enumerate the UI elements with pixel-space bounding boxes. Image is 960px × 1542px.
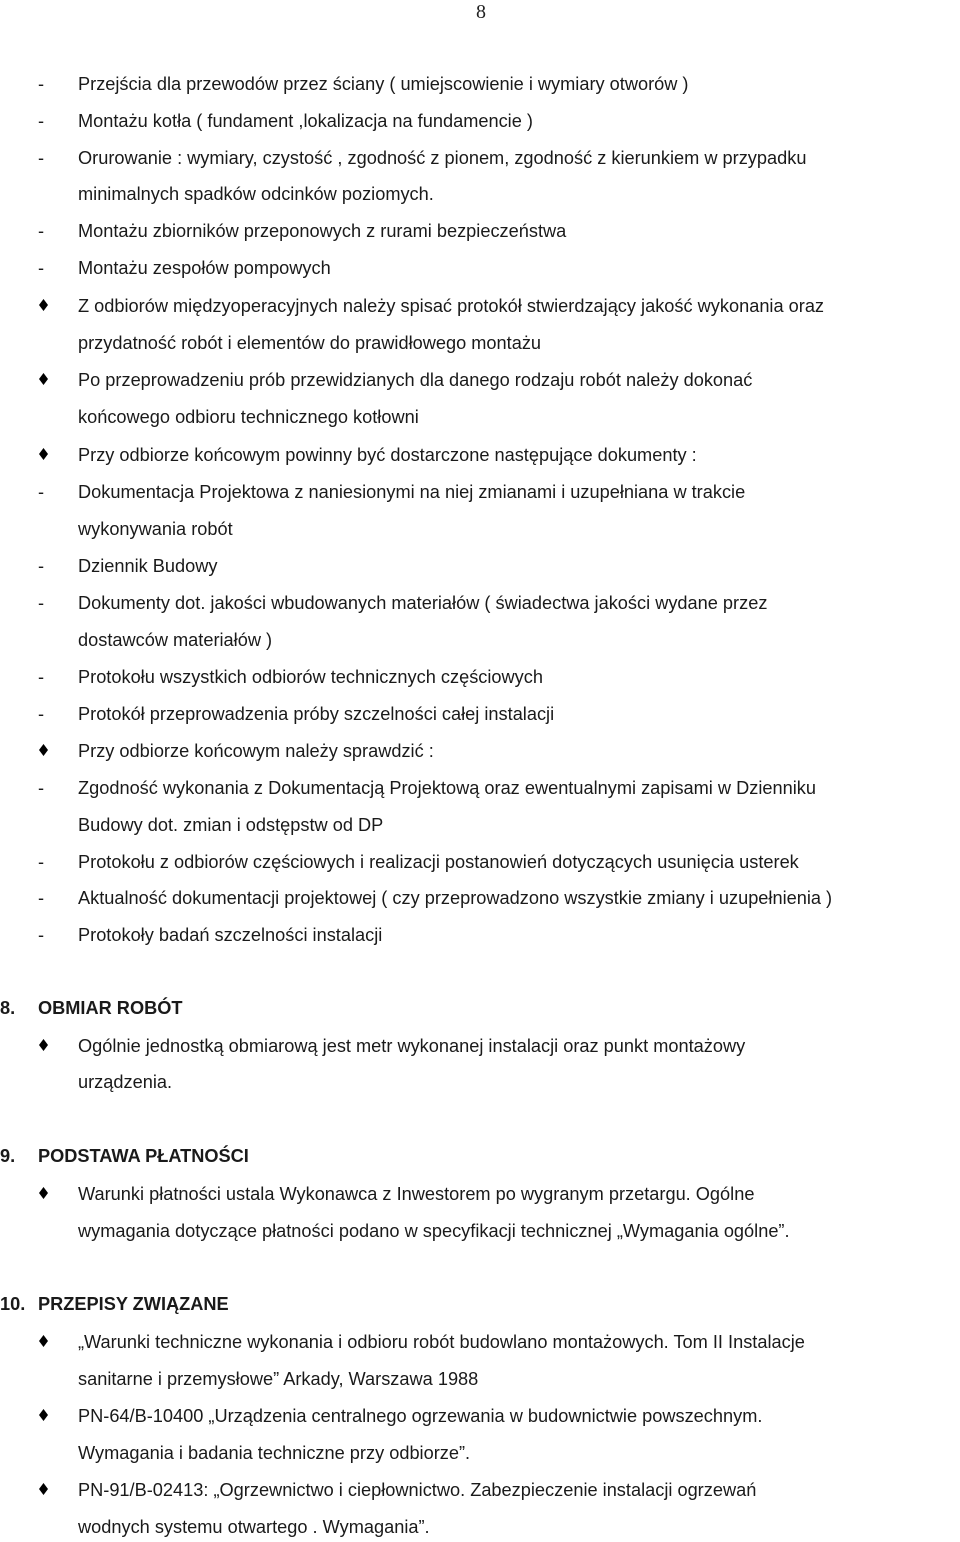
dash-marker: - (38, 74, 45, 94)
bullet-item-text: Przy odbiorze końcowym należy sprawdzić : (78, 741, 434, 761)
list-item-text: Montażu zbiorników przeponowych z rurami bezpieczeństwa (78, 221, 567, 241)
diamond-bullet-icon (39, 1039, 48, 1051)
bullet-item-continuation: Wymagania i badania techniczne przy odbiorze”. (78, 1443, 471, 1463)
list-item-text: Dokumenty dot. jakości wbudowanych materiałów ( świadectwa jakości wydane przez (78, 593, 768, 613)
section-number: 9. (0, 1146, 16, 1166)
dash-marker: - (38, 778, 45, 798)
bullet-item-text: Warunki płatności ustala Wykonawca z Inwestorem po wygranym przetargu. Ogólne (78, 1184, 755, 1204)
diamond-bullet-icon (39, 1483, 48, 1495)
bullet-item-continuation: urządzenia. (78, 1072, 173, 1092)
dash-marker: - (38, 258, 45, 278)
list-item-continuation: Budowy dot. zmian i odstępstw od DP (78, 815, 384, 835)
section-title: PRZEPISY ZWIĄZANE (38, 1294, 229, 1314)
list-item-text: Protokołu z odbiorów częściowych i realizacji postanowień dotyczących usunięcia usterek (78, 852, 799, 872)
diamond-bullet-icon (39, 1409, 48, 1421)
bullet-item-text: PN-64/B-10400 „Urządzenia centralnego ogrzewania w budownictwie powszechnym. (78, 1406, 763, 1426)
diamond-bullet-icon (39, 1335, 48, 1347)
dash-marker: - (38, 704, 45, 724)
list-item-text: Montażu zespołów pompowych (78, 258, 331, 278)
dash-marker: - (38, 221, 45, 241)
list-item-text: Protokołu wszystkich odbiorów technicznych częściowych (78, 667, 543, 687)
list-item-continuation: dostawców materiałów ) (78, 630, 273, 650)
list-item-continuation: minimalnych spadków odcinków poziomych. (78, 184, 434, 204)
list-item-text: Aktualność dokumentacji projektowej ( czy przeprowadzono wszystkie zmiany i uzupełnienia ) (78, 888, 833, 908)
list-item-text: Montażu kotła ( fundament ,lokalizacja na fundamencie ) (78, 111, 533, 131)
list-item-text: Dokumentacja Projektowa z naniesionymi na niej zmianami i uzupełniana w trakcie (78, 482, 746, 502)
list-item-text: Orurowanie : wymiary, czystość , zgodność z pionem, zgodność z kierunkiem w przypadku (78, 148, 807, 168)
list-item-text: Protokoły badań szczelności instalacji (78, 925, 383, 945)
bullet-item-text: Ogólnie jednostką obmiarową jest metr wykonanej instalacji oraz punkt montażowy (78, 1036, 746, 1056)
bullet-item-text: „Warunki techniczne wykonania i odbioru robót budowlano montażowych. Tom II Instalacje (78, 1332, 805, 1352)
bullet-item-text: Po przeprowadzeniu prób przewidzianych dla danego rodzaju robót należy dokonać (78, 370, 753, 390)
dash-marker: - (38, 482, 45, 502)
diamond-bullet-icon (39, 448, 48, 460)
diamond-bullet-icon (39, 744, 48, 756)
bullet-item-continuation: końcowego odbioru technicznego kotłowni (78, 407, 419, 427)
bullet-item-text: PN-91/B-02413: „Ogrzewnictwo i ciepłownictwo. Zabezpieczenie instalacji ogrzewań (78, 1480, 757, 1500)
bullet-item-continuation: przydatność robót i elementów do prawidłowego montażu (78, 333, 542, 353)
dash-marker: - (38, 667, 45, 687)
diamond-bullet-icon (39, 1187, 48, 1199)
bullet-item-text: Z odbiorów międzyoperacyjnych należy spisać protokół stwierdzający jakość wykonania oraz (78, 296, 825, 316)
section-number: 8. (0, 998, 16, 1018)
section-number: 10. (0, 1294, 26, 1314)
list-item-text: Zgodność wykonania z Dokumentacją Projektową oraz ewentualnymi zapisami w Dzienniku (78, 778, 816, 798)
list-item-continuation: wykonywania robót (78, 519, 233, 539)
bullet-item-continuation: wymagania dotyczące płatności podano w specyfikacji technicznej „Wymagania ogólne”. (78, 1221, 790, 1241)
list-item-text: Przejścia dla przewodów przez ściany ( umiejscowienie i wymiary otworów ) (78, 74, 689, 94)
page-number: 8 (476, 1, 486, 23)
bullet-item-continuation: wodnych systemu otwartego . Wymagania”. (78, 1517, 430, 1537)
list-item-text: Dziennik Budowy (78, 556, 218, 576)
dash-marker: - (38, 925, 45, 945)
dash-marker: - (38, 593, 45, 613)
dash-marker: - (38, 888, 45, 908)
bullet-item-continuation: sanitarne i przemysłowe” Arkady, Warszawa 1988 (78, 1369, 479, 1389)
dash-marker: - (38, 852, 45, 872)
section-title: OBMIAR ROBÓT (38, 998, 183, 1018)
dash-marker: - (38, 556, 45, 576)
diamond-bullet-icon (39, 373, 48, 385)
dash-marker: - (38, 111, 45, 131)
diamond-bullet-icon (39, 299, 48, 311)
bullet-item-text: Przy odbiorze końcowym powinny być dostarczone następujące dokumenty : (78, 445, 697, 465)
dash-marker: - (38, 148, 45, 168)
section-title: PODSTAWA PŁATNOŚCI (38, 1146, 249, 1166)
list-item-text: Protokół przeprowadzenia próby szczelności całej instalacji (78, 704, 555, 724)
